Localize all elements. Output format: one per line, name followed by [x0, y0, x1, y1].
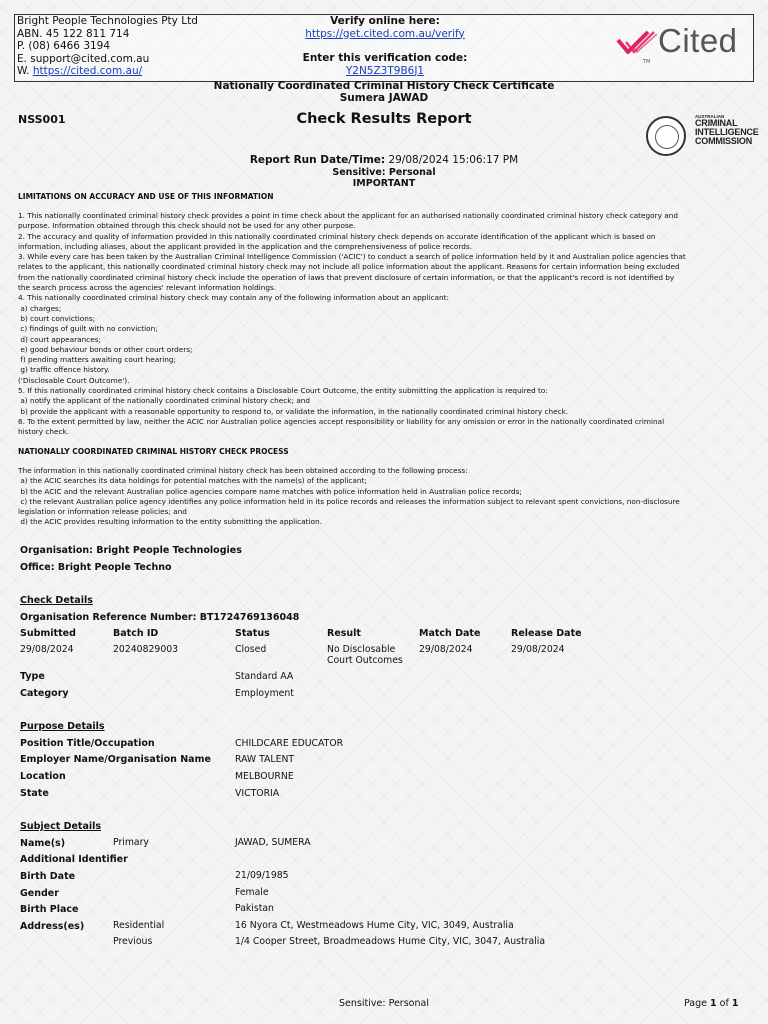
- employer-value: RAW TALENT: [235, 754, 295, 765]
- verify-title: Verify online here:: [330, 15, 440, 27]
- limitations-line: the search process across the agencies' relevant information holdings.: [18, 283, 277, 293]
- header-release-date: Release Date: [511, 628, 582, 639]
- subject-details-heading: Subject Details: [20, 821, 102, 832]
- address-label: Address(es): [20, 921, 85, 932]
- sensitive-block: [0, 167, 768, 189]
- page-total: 1: [731, 998, 739, 1009]
- limitations-line: 5. If this nationally coordinated criminal history check contains a Disclosable Court Outcome, the entity submitting the application is required to:: [18, 386, 548, 396]
- birth-place-value: Pakistan: [235, 903, 274, 914]
- state-label: State: [20, 788, 49, 799]
- location-value: MELBOURNE: [235, 771, 294, 782]
- footer-sensitive: Sensitive: Personal: [339, 998, 429, 1009]
- header-submitted: Submitted: [20, 628, 76, 639]
- important-label: IMPORTANT: [352, 178, 416, 189]
- page-number: [684, 998, 738, 1009]
- cited-logo: [616, 22, 748, 66]
- limitations-line: 3. While every care has been taken by the Australian Criminal Intelligence Commission ('ACIC') to conduct a search of police information held by it and Australian police agencies that: [18, 252, 686, 262]
- limitations-line: from the nationally coordinated criminal history check include the operation of laws that prevent disclosure of certain information, or that the applicant's record is not identified by: [18, 272, 675, 282]
- cited-logo-mark-icon: [616, 28, 660, 62]
- position-label: Position Title/Occupation: [20, 738, 155, 749]
- value-result: No Disclosable Court Outcomes: [327, 644, 403, 666]
- company-web: [17, 65, 198, 78]
- limitations-line: 4. This nationally coordinated criminal history check may contain any of the following information about an applicant:: [18, 293, 449, 303]
- names-label: Name(s): [20, 838, 66, 849]
- state-value: VICTORIA: [235, 788, 280, 799]
- limitations-line: 6. To the extent permitted by law, neither the ACIC nor Australian police agencies accept responsibility or liability for any omission or error in the nationally coordinated criminal: [18, 416, 665, 426]
- header-match-date: Match Date: [419, 628, 481, 639]
- certificate-title: Nationally Coordinated Criminal History Check Certificate: [213, 80, 555, 92]
- category-value: Employment: [235, 688, 294, 699]
- page-prefix: Page: [684, 998, 711, 1009]
- category-label: Category: [20, 688, 69, 699]
- limitations-text: [18, 211, 748, 438]
- limitations-line: purpose. Information obtained through this check should not be used for any other purpose.: [18, 221, 356, 231]
- address1-value: 16 Nyora Ct, Westmeadows Hume City, VIC, 3049, Australia: [235, 920, 514, 931]
- type-label: Type: [20, 671, 45, 682]
- limitations-line: e) good behaviour bonds or other court orders;: [18, 344, 193, 354]
- verify-block: [260, 15, 510, 77]
- web-prefix: W.: [17, 65, 33, 77]
- header-result: Result: [327, 628, 361, 639]
- company-details: [17, 15, 198, 78]
- office-line: Office: Bright People Techno: [20, 562, 172, 573]
- page-of: of: [716, 998, 732, 1009]
- acic-line2: INTELLIGENCE: [695, 127, 759, 137]
- certificate-code: NSS001: [18, 113, 66, 126]
- acic-line1: CRIMINAL: [695, 118, 738, 128]
- company-email: E. support@cited.com.au: [17, 52, 150, 65]
- position-value: CHILDCARE EDUCATOR: [235, 738, 344, 749]
- run-label: Report Run Date/Time:: [249, 154, 386, 166]
- limitations-line: 2. The accuracy and quality of information provided in this nationally coordinated criminal history check depends on accurate identification of the applicant which is based on: [18, 231, 656, 241]
- limitations-line: a) charges;: [18, 303, 62, 313]
- location-label: Location: [20, 771, 66, 782]
- report-run-line: [0, 154, 768, 166]
- process-line: a) the ACIC searches its data holdings for potential matches with the name(s) of the applicant;: [18, 476, 367, 486]
- organisation-line: Organisation: Bright People Technologies: [20, 545, 242, 556]
- org-reference-number: Organisation Reference Number: BT1724769136048: [20, 612, 300, 623]
- limitations-line: information, including aliases, about the applicant provided in the application and the comprehensiveness of police records.: [18, 241, 473, 251]
- address2-value: 1/4 Cooper Street, Broadmeadows Hume City, VIC, 3047, Australia: [235, 936, 546, 947]
- process-line: c) the relevant Australian police agency identifies any police information held in its police records and releases the information subject to relevant spent convictions, non-disclosure: [18, 496, 680, 506]
- value-batch-id: 20240829003: [113, 644, 179, 655]
- verify-link[interactable]: https://get.cited.com.au/verify: [305, 27, 465, 40]
- value-status: Closed: [235, 644, 267, 655]
- report-title: Check Results Report: [296, 111, 472, 127]
- limitations-heading: LIMITATIONS ON ACCURACY AND USE OF THIS INFORMATION: [18, 192, 274, 201]
- names-sub: Primary: [113, 837, 149, 848]
- limitations-line: g) traffic offence history.: [18, 365, 110, 375]
- company-abn: ABN. 45 122 811 714: [17, 27, 130, 40]
- birth-date-label: Birth Date: [20, 871, 76, 882]
- company-phone: P. (08) 6466 3194: [17, 40, 111, 52]
- names-value: JAWAD, SUMERA: [235, 837, 311, 848]
- header-batch-id: Batch ID: [113, 628, 159, 639]
- address1-sub: Residential: [113, 920, 165, 931]
- header-status: Status: [235, 628, 270, 639]
- limitations-line: b) court convictions;: [18, 313, 96, 323]
- acic-logo: [646, 114, 759, 156]
- limitations-line: f) pending matters awaiting court hearing;: [18, 355, 176, 365]
- gender-value: Female: [235, 887, 269, 898]
- employer-label: Employer Name/Organisation Name: [20, 754, 211, 765]
- birth-place-label: Birth Place: [20, 904, 79, 915]
- process-text: [18, 466, 748, 528]
- verify-code-label: Enter this verification code:: [302, 52, 468, 64]
- type-value: Standard AA: [235, 671, 294, 682]
- process-line: legislation or information release policies; and: [18, 507, 187, 517]
- limitations-line: relates to the applicant, this nationally coordinated criminal history check may not include all police information about the applicant. Reasons for certain information being excluded: [18, 262, 680, 272]
- acic-line3: COMMISSION: [695, 136, 753, 146]
- value-submitted: 29/08/2024: [20, 644, 74, 655]
- purpose-details-heading: Purpose Details: [20, 721, 105, 732]
- sensitive-label: Sensitive: Personal: [332, 167, 436, 178]
- process-line: b) the ACIC and the relevant Australian police agencies compare name matches with police information held in Australian police records;: [18, 486, 522, 496]
- page-current: 1: [710, 998, 717, 1009]
- limitations-line: a) notify the applicant of the nationally coordinated criminal history check; and: [18, 396, 311, 406]
- acic-seal-icon: [646, 116, 686, 156]
- value-release-date: 29/08/2024: [511, 644, 565, 655]
- limitations-line: ('Disclosable Court Outcome').: [18, 375, 130, 385]
- run-value: 29/08/2024 15:06:17 PM: [388, 154, 519, 166]
- process-line: d) the ACIC provides resulting information to the entity submitting the application.: [18, 517, 322, 527]
- process-heading: NATIONALLY COORDINATED CRIMINAL HISTORY CHECK PROCESS: [18, 447, 289, 456]
- gender-label: Gender: [20, 888, 59, 899]
- limitations-line: c) findings of guilt with no conviction;: [18, 324, 158, 334]
- cited-wordmark: Cited: [658, 22, 738, 59]
- additional-identifier-label: Additional Identifier: [20, 854, 128, 865]
- company-web-link[interactable]: https://cited.com.au/: [32, 65, 143, 77]
- verify-code[interactable]: Y2N5Z3T9B6J1: [345, 64, 425, 77]
- address2-sub: Previous: [113, 936, 153, 947]
- company-name: Bright People Technologies Pty Ltd: [17, 15, 198, 27]
- limitations-line: 1. This nationally coordinated criminal history check provides a point in time check about the applicant for an authorised nationally coordinated criminal history check category and: [18, 211, 678, 220]
- value-match-date: 29/08/2024: [419, 644, 473, 655]
- limitations-line: d) court appearances;: [18, 334, 101, 344]
- certificate-title-block: [0, 80, 768, 104]
- process-line: The information in this nationally coordinated criminal history check has been obtained according to the following process:: [18, 466, 468, 475]
- acic-small-text: AUSTRALIAN: [695, 114, 725, 119]
- subject-name-title: Sumera JAWAD: [339, 92, 429, 104]
- check-details-heading: Check Details: [20, 595, 93, 606]
- cited-tm: TM: [643, 59, 651, 65]
- limitations-line: history check.: [18, 427, 70, 437]
- limitations-line: b) provide the applicant with a reasonable opportunity to respond to, or validate the information, in the nationally coordinated criminal history check.: [18, 406, 569, 416]
- birth-date-value: 21/09/1985: [235, 870, 289, 881]
